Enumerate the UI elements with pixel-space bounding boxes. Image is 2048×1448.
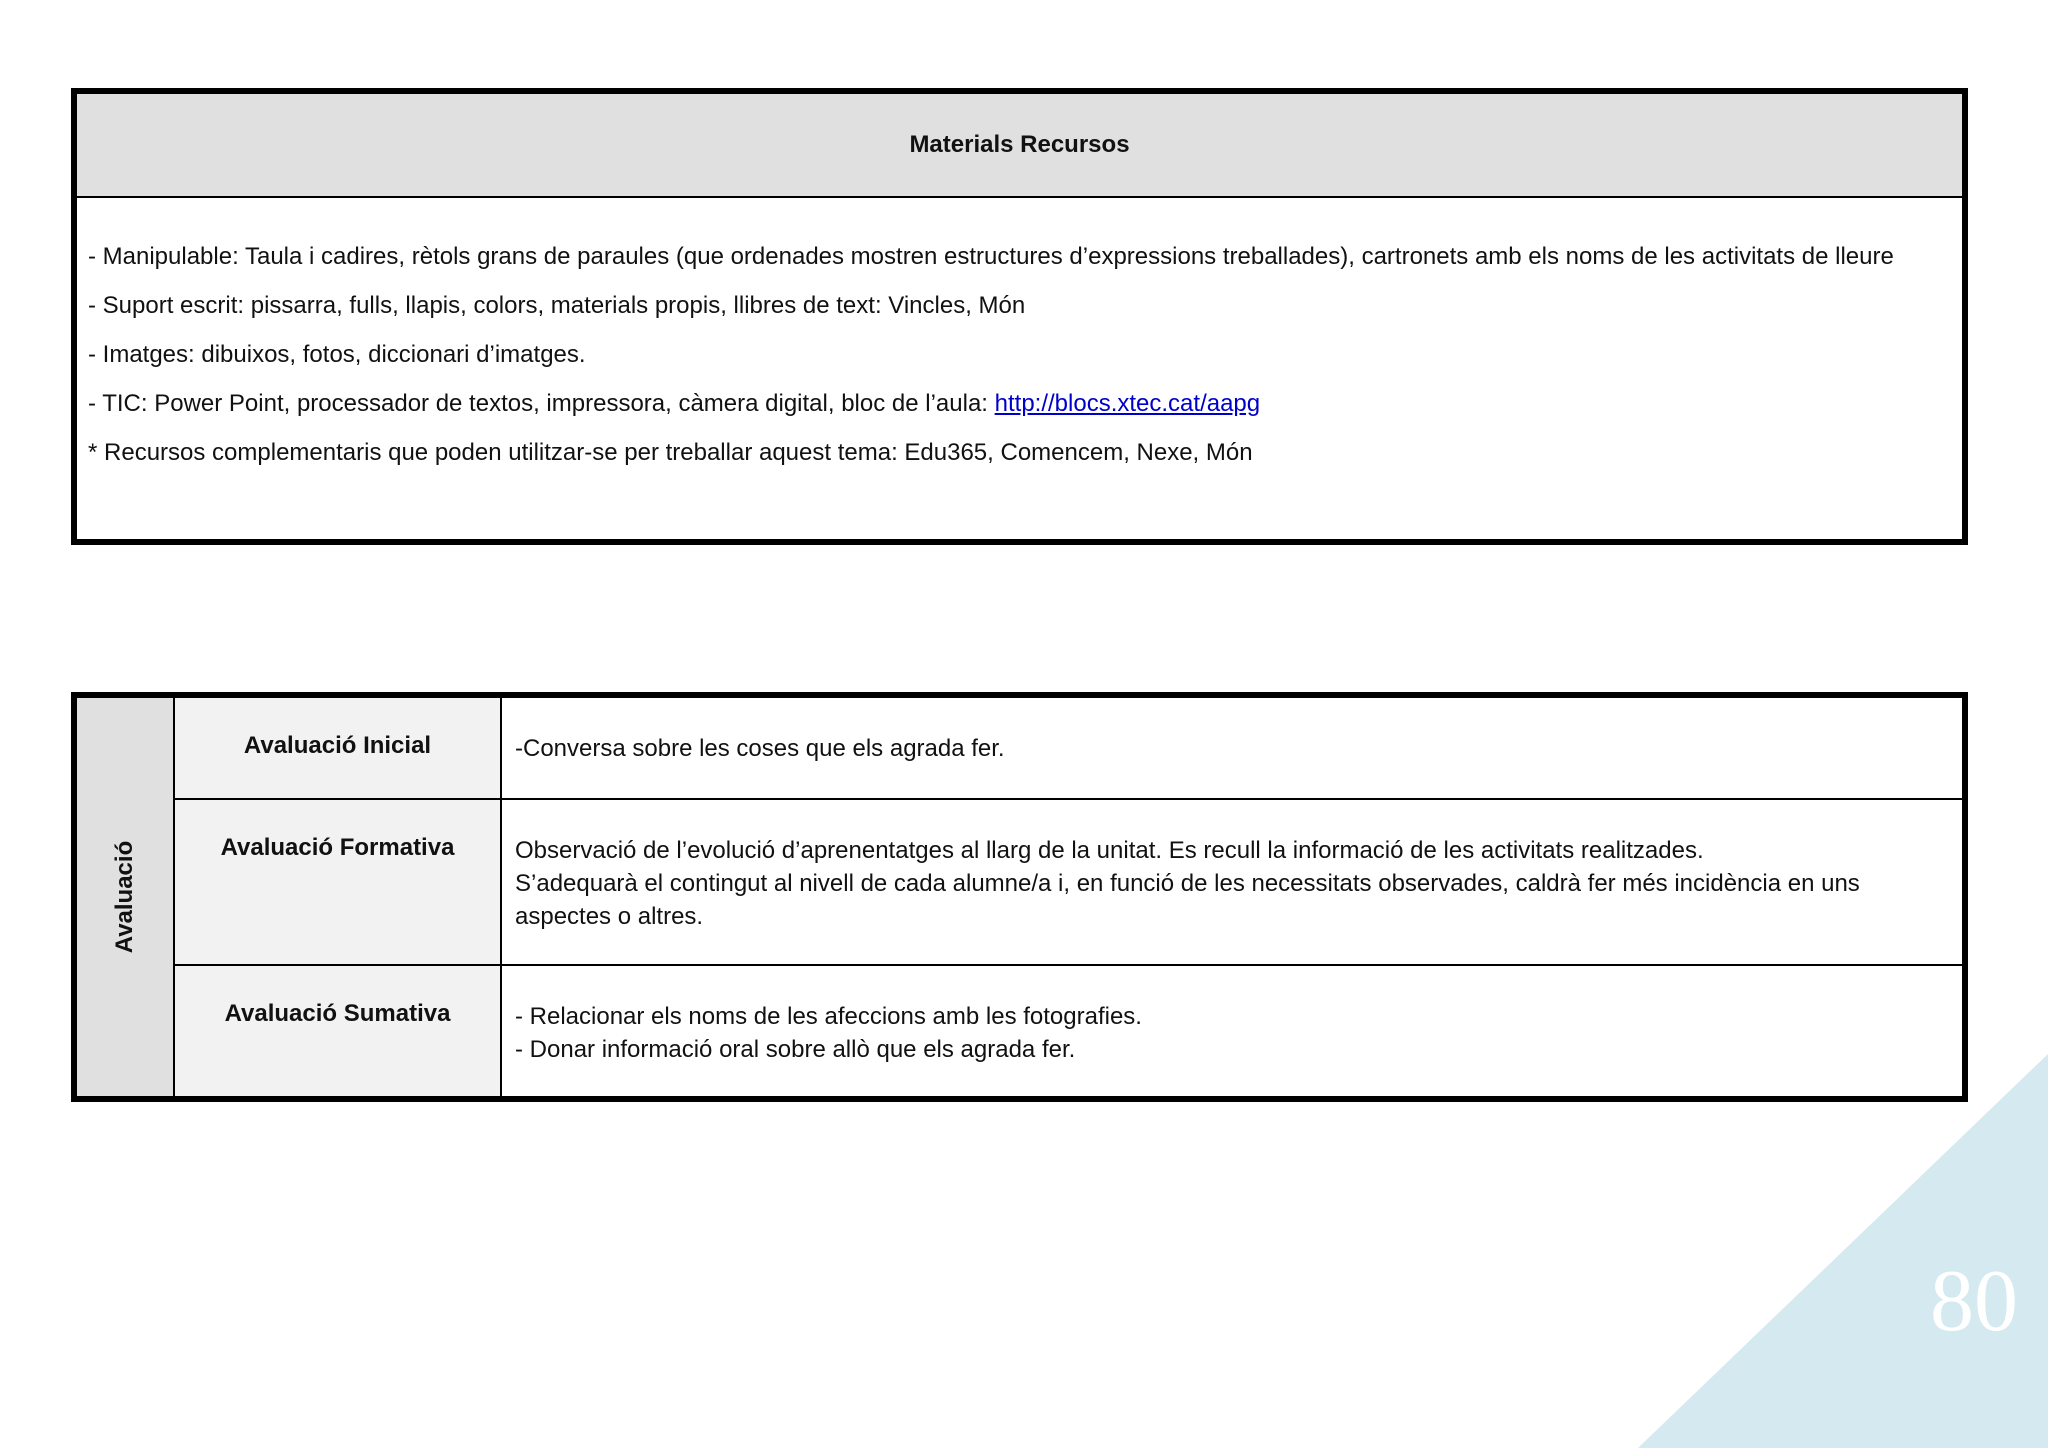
evaluation-row-inicial bbox=[175, 698, 1962, 798]
evaluation-label-inicial: Avaluació Inicial bbox=[175, 698, 502, 798]
materials-line-tic bbox=[88, 389, 1962, 438]
evaluation-text-inicial bbox=[502, 698, 1962, 798]
page-number: 80 bbox=[1930, 1253, 2018, 1350]
evaluation-side-label: Avaluació bbox=[111, 840, 138, 954]
evaluation-label-sumativa: Avaluació Sumativa bbox=[175, 966, 502, 1096]
evaluation-label-formativa: Avaluació Formativa bbox=[175, 800, 502, 964]
evaluation-side-header bbox=[77, 698, 175, 1096]
materials-body bbox=[77, 198, 1962, 487]
evaluation-text-line: -Conversa sobre les coses que els agrada fer. bbox=[515, 735, 1005, 762]
materials-table bbox=[71, 88, 1968, 545]
materials-line-imatges: - Imatges: dibuixos, fotos, diccionari d’imatges. bbox=[88, 341, 586, 368]
materials-line-complementary: * Recursos complementaris que poden utilitzar-se per treballar aquest tema: Edu365, Comencem, Nexe, Món bbox=[88, 439, 1253, 466]
evaluation-text-formativa bbox=[502, 800, 1962, 964]
evaluation-table bbox=[71, 692, 1968, 1102]
materials-title: Materials Recursos bbox=[77, 94, 1962, 198]
evaluation-rows bbox=[175, 698, 1962, 1096]
materials-line-suport-escrit: - Suport escrit: pissarra, fulls, llapis, colors, materials propis, llibres de text: Vincles, Món bbox=[88, 292, 1026, 319]
tic-text: - TIC: Power Point, processador de textos, impressora, càmera digital, bloc de l’aula: bbox=[88, 390, 995, 417]
evaluation-row-formativa bbox=[175, 798, 1962, 964]
blog-link[interactable]: http://blocs.xtec.cat/aapg bbox=[994, 390, 1261, 417]
evaluation-text-line: Observació de l’evolució d’aprenentatges al llarg de la unitat. Es recull la informació de les activitats realitzades. bbox=[515, 837, 1704, 864]
evaluation-text-line: S’adequarà el contingut al nivell de cada alumne/a i, en funció de les necessitats observades, caldrà fer més incidència en uns aspectes o altres. bbox=[515, 870, 1860, 930]
materials-line-manipulable: - Manipulable: Taula i cadires, rètols grans de paraules (que ordenades mostren estructures d’expressions treballades), cartronets amb els noms de les activitats de lleure bbox=[88, 243, 1894, 270]
evaluation-text-line: - Relacionar els noms de les afeccions amb les fotografies. bbox=[515, 1003, 1142, 1030]
evaluation-text-line: - Donar informació oral sobre allò que els agrada fer. bbox=[515, 1036, 1076, 1063]
page-corner-decoration bbox=[1638, 1054, 2048, 1448]
